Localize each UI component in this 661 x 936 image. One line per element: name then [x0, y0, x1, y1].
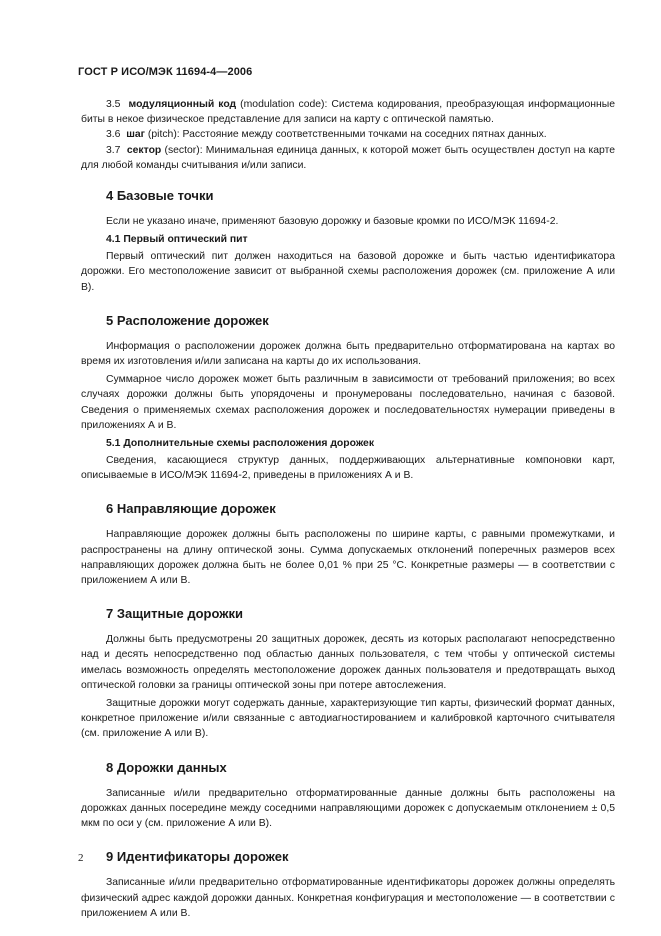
section-8-heading: 8 Дорожки данных: [106, 759, 227, 775]
section-9-heading: 9 Идентификаторы дорожек: [106, 849, 289, 865]
section-5-1-paragraph: Сведения, касающиеся структур данных, поддерживающих альтернативные компоновки карт, описываемые в ИСО/МЭК 11694-2, приведены в приложениях А и В.: [81, 455, 615, 482]
section-9-paragraph: Записанные и/или предварительно отформатированные идентификаторы дорожек должны определять физический адрес каждой дорожки данных. Конкретная конфигурация и местоположение — в соответствии с приложением А или В.: [81, 877, 615, 919]
definition-3-5: 3.5 модуляционный код (modulation code): Система кодирования, преобразующая информационные биты в некое физическое представление для записи на карту с оптической памятью.: [81, 99, 615, 126]
section-5-paragraph-1: Информация о расположении дорожек должна быть предварительно отформатирована на картах во время их изготовления и/или записана на карты до их использования.: [81, 340, 615, 368]
term: сектор: [126, 144, 162, 156]
section-5-heading: 5 Расположение дорожек: [106, 312, 269, 328]
term: шаг: [126, 129, 146, 141]
section-4-paragraph-1: Если не указано иначе, применяют базовую дорожку и базовые кромки по ИСО/МЭК 11694-2.: [106, 216, 559, 228]
page-number: 2: [78, 852, 84, 864]
section-6-paragraph: Направляющие дорожек должны быть расположены по ширине карты, с равными промежутками, и распространены на длину оптической зоны. Сумма допускаемых отклонений поперечных размеров всех направляющих дорожек должна быть не более 0,01 % при 25 °С. Конкретные размеры — в соответствии с приложением А или В.: [81, 529, 615, 587]
section-8-paragraph: Записанные и/или предварительно отформатированные данные должны быть расположены на дорожках данных посередине между соседними направляющими дорожек с допускаемым отклонением ± 0,5 мкм по оси у (см. приложение А или В).: [81, 787, 615, 830]
section-7-heading: 7 Защитные дорожки: [106, 606, 243, 622]
definition-3-7: 3.7 сектор (sector): Минимальная единица данных, к которой может быть осуществлен доступ на карте для любой команды считывания и/или записи.: [81, 144, 616, 171]
section-7-paragraph-2: Защитные дорожки могут содержать данные, характеризующие тип карты, физический формат данных, конкретное приложение и/или связанные с автодиагностированием и калибровкой карточного считывателя (см. приложение А или В).: [81, 698, 615, 740]
section-4-1-paragraph: Первый оптический пит должен находиться на базовой дорожке и быть частью идентификатора дорожки. Его местоположение зависит от выбранной схемы расположения дорожек (см. приложение А или В).: [81, 251, 615, 293]
section-5-paragraph-2: Суммарное число дорожек может быть различным в зависимости от требований приложения; во всех случаях дорожки должны быть упорядочены и пронумерованы последовательно, начиная с базовой. Сведения о применяемых схемах расположения дорожек и последовательностях нумерации приведены в приложениях А и В.: [81, 374, 615, 431]
section-4-1-heading: 4.1 Первый оптический пит: [106, 234, 248, 246]
term: модуляционный код: [128, 99, 237, 110]
document-body: [81, 97, 615, 921]
document-header: ГОСТ Р ИСО/МЭК 11694-4—2006: [78, 66, 253, 78]
definition-3-6: 3.6 шаг (pitch): Расстояние между соответственными точками на соседних пятнах данных.: [106, 129, 547, 141]
section-4-heading: 4 Базовые точки: [106, 188, 214, 204]
section-7-paragraph-1: Должны быть предусмотрены 20 защитных дорожек, десять из которых располагают непосредственно над и десять непосредственно под областью данных пользователя, с тем чтобы у оптической системы имелась возможность определять местоположение дорожек данных пользователя и предотвращать выход оптической головки за границы оптической зоны при потере автослежения.: [81, 634, 615, 691]
section-6-heading: 6 Направляющие дорожек: [106, 501, 276, 517]
section-5-1-heading: 5.1 Дополнительные схемы расположения дорожек: [106, 438, 375, 450]
